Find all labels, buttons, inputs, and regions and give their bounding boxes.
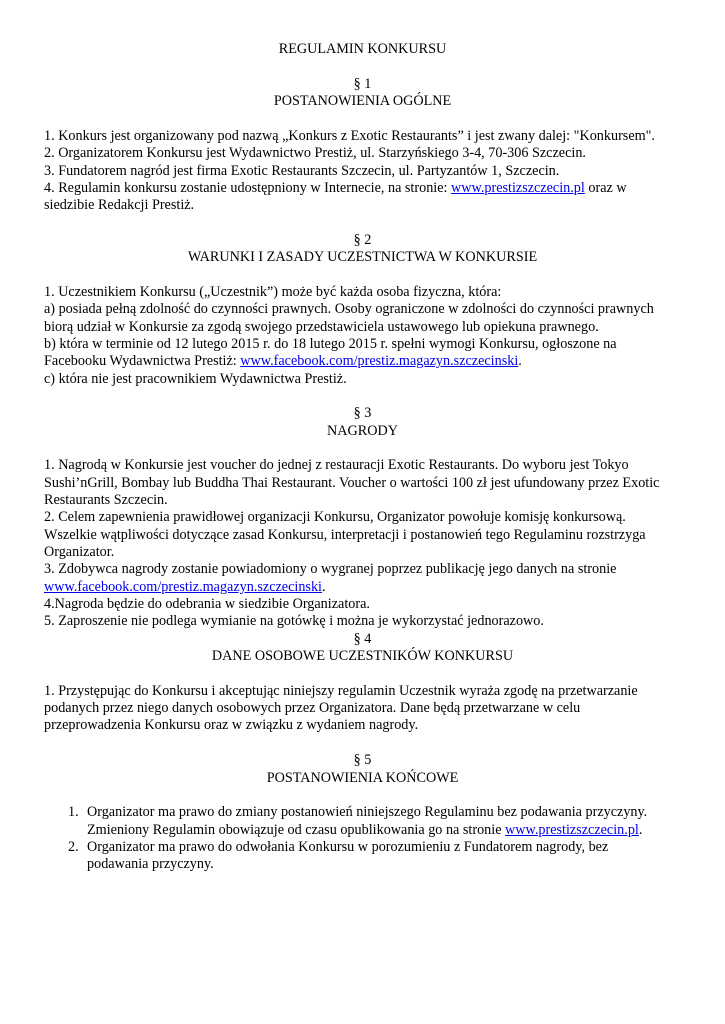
section-4-line: 1. Przystępując do Konkursu i akceptując niniejszy regulamin Uczestnik wyraża zgodę na przetwarzanie: [44, 683, 638, 699]
section-3-line: Sushi’nGrill, Bombay lub Buddha Thai Restaurant. Voucher o wartości 100 zł jest ufundowany przez Exotic: [44, 475, 660, 491]
section-2-sign: § 2: [353, 232, 372, 248]
section-3-line-text: .: [322, 579, 326, 595]
list-item-number: 2.: [68, 839, 79, 855]
section-3-line: 3. Zdobywca nagrody zostanie powiadomiony o wygranej poprzez publikację jego danych na stronie: [44, 561, 617, 577]
prestiz-website-link[interactable]: www.prestizszczecin.pl: [451, 180, 585, 196]
section-2-line: a) posiada pełną zdolność do czynności prawnych. Osoby ograniczone w zdolności do czynności prawnych: [44, 301, 654, 317]
section-4-line: podanych przez niego danych osobowych przez Organizatora. Dane będą przetwarzane w celu: [44, 700, 581, 716]
section-1-line-text: oraz w: [584, 180, 627, 196]
section-2-heading: WARUNKI I ZASADY UCZESTNICTWA W KONKURSIE: [187, 249, 538, 265]
section-2-line-text: .: [518, 353, 522, 369]
section-2-line: c) która nie jest pracownikiem Wydawnictwa Prestiż.: [44, 371, 347, 387]
section-1-line-text: 4. Regulamin konkursu zostanie udostępniony w Internecie, na stronie:: [44, 180, 452, 196]
section-2-line-text: Facebooku Wydawnictwa Prestiż:: [44, 353, 241, 369]
section-1-line: [44, 180, 627, 198]
section-5-heading: POSTANOWIENIA KOŃCOWE: [266, 770, 459, 786]
section-2-line: [44, 353, 522, 371]
section-1-heading: POSTANOWIENIA OGÓLNE: [273, 93, 452, 109]
list-item-line: podawania przyczyny.: [87, 856, 214, 872]
section-2-line: b) która w terminie od 12 lutego 2015 r. do 18 lutego 2015 r. spełni wymogi Konkursu, ogłoszone na: [44, 336, 617, 352]
section-1-line: siedzibie Redakcji Prestiż.: [44, 197, 195, 213]
list-item-line: Organizator ma prawo do odwołania Konkursu w porozumieniu z Fundatorem nagrody, bez: [87, 839, 609, 855]
section-3-line: 5. Zaproszenie nie podlega wymianie na gotówkę i można je wykorzystać jednorazowo.: [44, 613, 544, 629]
prestiz-website-link[interactable]: www.prestizszczecin.pl: [505, 822, 639, 838]
section-3-line: 1. Nagrodą w Konkursie jest voucher do jednej z restauracji Exotic Restaurants. Do wyboru jest Tokyo: [44, 457, 629, 473]
section-3-line: [44, 579, 326, 597]
document-title: REGULAMIN KONKURSU: [278, 41, 447, 57]
section-4-heading: DANE OSOBOWE UCZESTNIKÓW KONKURSU: [211, 648, 514, 664]
facebook-link[interactable]: www.facebook.com/prestiz.magazyn.szczecinski: [240, 353, 519, 369]
section-3-sign: § 3: [353, 405, 372, 421]
section-1-sign: § 1: [353, 76, 372, 92]
list-item-number: 1.: [68, 804, 79, 820]
section-1-line: 3. Fundatorem nagród jest firma Exotic Restaurants Szczecin, ul. Partyzantów 1, Szczecin.: [44, 163, 560, 179]
section-2-line: 1. Uczestnikiem Konkursu („Uczestnik”) może być każda osoba fizyczna, która:: [44, 284, 502, 300]
list-item-text: .: [638, 822, 643, 838]
section-1-line: 2. Organizatorem Konkursu jest Wydawnictwo Prestiż, ul. Starzyńskiego 3-4, 70-306 Szczecin.: [44, 145, 586, 161]
section-4-sign: § 4: [353, 631, 372, 647]
section-5-sign: § 5: [353, 752, 372, 768]
section-3-line: Organizator.: [44, 544, 115, 560]
section-4-line: przeprowadzenia Konkursu oraz w związku z wydaniem nagrody.: [44, 717, 419, 733]
section-3-line: Wszelkie wątpliwości dotyczące zasad Konkursu, interpretacji i postanowień tego Regulaminu rozstrzyga: [44, 527, 646, 543]
list-item-line: [87, 822, 642, 840]
list-item-text: Zmieniony Regulamin obowiązuje od czasu opublikowania go na stronie: [87, 822, 506, 838]
section-2-line: biorą udział w Konkursie za zgodą swojego przedstawiciela ustawowego lub opiekuna prawnego.: [44, 319, 599, 335]
facebook-link[interactable]: www.facebook.com/prestiz.magazyn.szczecinski: [44, 579, 322, 595]
section-3-line: Restaurants Szczecin.: [44, 492, 168, 508]
section-3-line: 4.Nagroda będzie do odebrania w siedzibie Organizatora.: [44, 596, 370, 612]
section-3-heading: NAGRODY: [327, 423, 398, 439]
section-3-line: 2. Celem zapewnienia prawidłowej organizacji Konkursu, Organizator powołuje komisję konkursową.: [44, 509, 626, 525]
list-item-line: Organizator ma prawo do zmiany postanowień niniejszego Regulaminu bez podawania przyczyny.: [87, 804, 648, 820]
section-1-line: 1. Konkurs jest organizowany pod nazwą „Konkurs z Exotic Restaurants” i jest zwany dalej: "Konkursem".: [44, 128, 655, 144]
